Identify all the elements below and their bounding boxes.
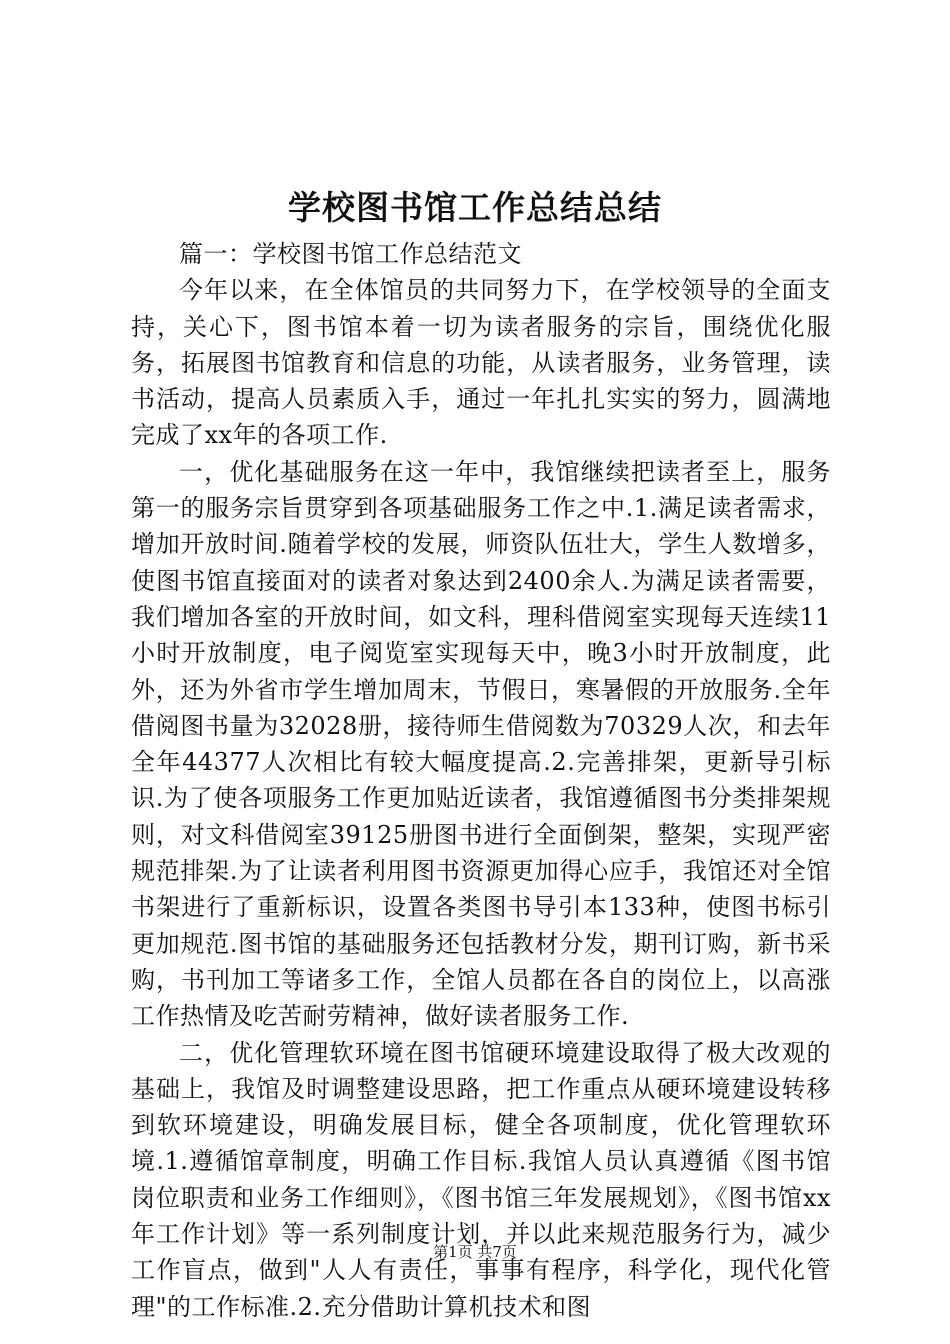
body-paragraph: 今年以来，在全体馆员的共同努力下，在学校领导的全面支持，关心下，图书馆本着一切为读者服务的宗旨，围绕优化服务，拓展图书馆教育和信息的功能，从读者服务，业务管理，读书活动，提高人员素质入手，通过一年扎扎实实的努力，圆满地完成了xx年的各项工作. <box>131 276 831 450</box>
body-paragraph: 一，优化基础服务在这一年中，我馆继续把读者至上，服务第一的服务宗旨贯穿到各项基础服务工作之中.1.满足读者需求，增加开放时间.随着学校的发展，师资队伍壮大，学生人数增多，使图书馆直接面对的读者对象达到2400余人.为满足读者需要，我们增加各室的开放时间，如文科，理科借阅室实现每天连续11小时开放制度，电子阅览室实现每天中，晚3小时开放制度，此外，还为外省市学生增加周末，节假日，寒暑假的开放服务.全年借阅图书量为32028册，接待师生借阅数为70329人次，和去年全年44377人次相比有较大幅度提高.2.完善排架，更新导引标识.为了使各项服务工作更加贴近读者，我馆遵循图书分类排架规则，对文科借阅室39125册图书进行全面倒架，整架，实现严密规范排架.为了让读者利用图书资源更加得心应手，我馆还对全馆书架进行了重新标识，设置各类图书导引本133种，使图书标引更加规范.图书馆的基础服务还包括教材分发，期刊订购，新书采购，书刊加工等诸多工作，全馆人员都在各自的岗位上，以高涨工作热情及吃苦耐劳精神，做好读者服务工作. <box>131 457 831 1031</box>
section-heading: 篇一：学校图书馆工作总结范文 <box>179 240 522 268</box>
document-title: 学校图书馆工作总结总结 <box>288 188 662 227</box>
body-paragraph: 二，优化管理软环境在图书馆硬环境建设取得了极大改观的基础上，我馆及时调整建设思路，把工作重点从硬环境建设转移到软环境建设，明确发展目标，健全各项制度，优化管理软环境.1.遵循馆章制度，明确工作目标.我馆人员认真遵循《图书馆岗位职责和业务工作细则》，《图书馆三年发展规划》，《图书馆xx年工作计划》等一系列制度计划，并以此来规范服务行为，减少工作盲点，做到"人人有责任，事事有程序，科学化，现代化管理"的工作标准.2.充分借助计算机技术和图 <box>131 1038 831 1321</box>
document-body <box>131 236 831 1325</box>
page-footer: 第1页 共7页 <box>433 1243 517 1261</box>
